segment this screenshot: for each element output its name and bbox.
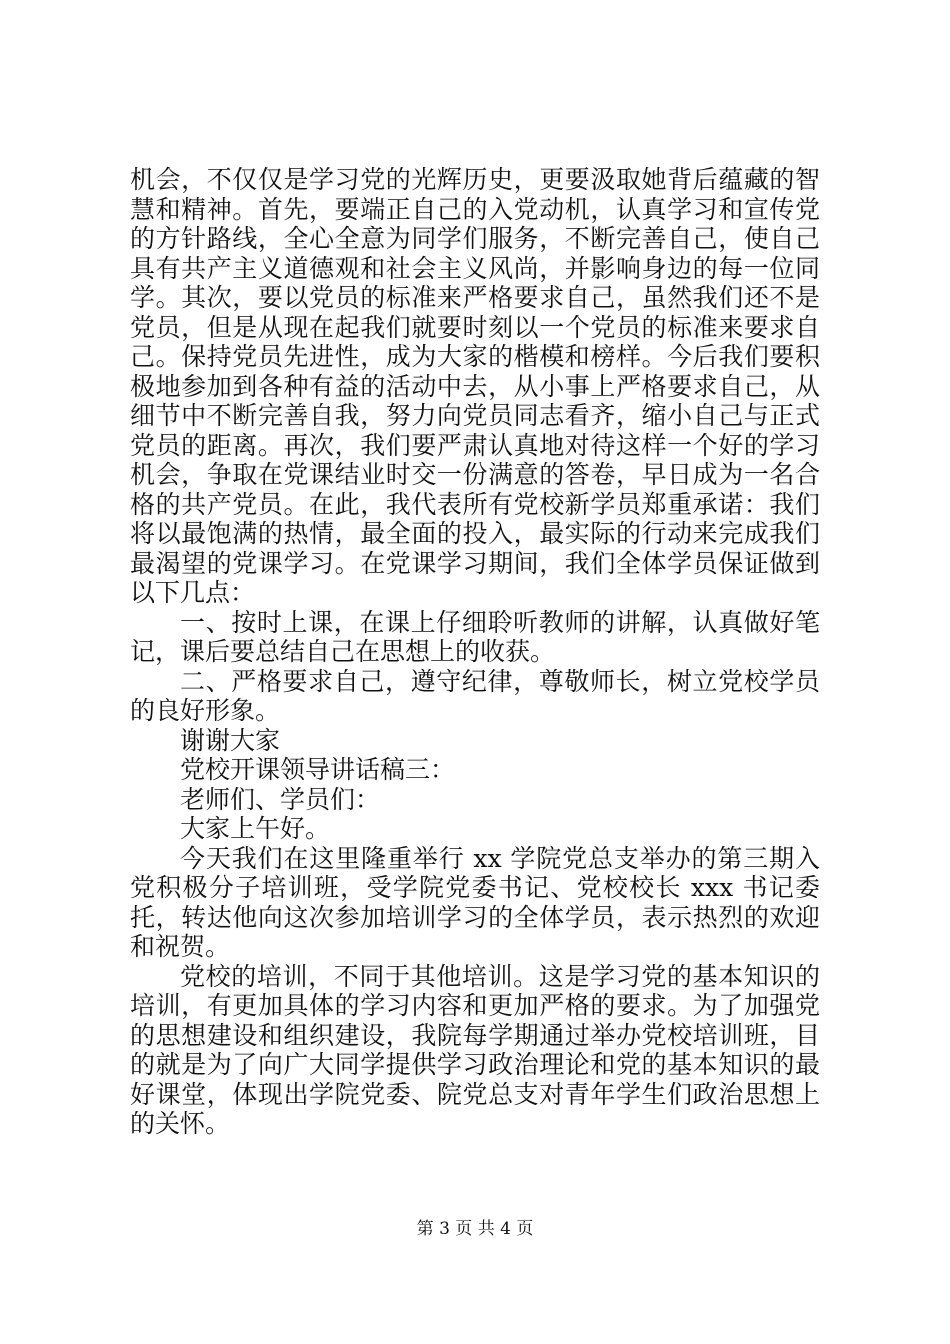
page-number-footer: 第 3 页 共 4 页: [416, 1219, 534, 1239]
paragraph-greeting: 大家上午好。: [180, 814, 331, 843]
paragraph-training-purpose: 党校的培训，不同于其他培训。这是学习党的基本知识的培训，有更加具体的学习内容和更加严格的要求。为了加强党的思想建设和组织建设，我院每学期通过举办党校培训班，目的就是为了向广大同学提供学习政治理论和党的基本知识的最好课堂，体现出学院党委、院党总支对青年学生们政治思想上的关怀。: [130, 961, 820, 1138]
paragraph-point-one: 一、按时上课，在课上仔细聆听教师的讲解，认真做好笔记，课后要总结自己在思想上的收获。: [130, 607, 820, 666]
paragraph-opening: 今天我们在这里隆重举行 xx 学院党总支举办的第三期入党积极分子培训班，受学院党委书记、党校校长 xxx 书记委托，转达他向这次参加培训学习的全体学员，表示热烈的欢迎和祝贺。: [130, 843, 820, 961]
paragraph-thanks: 谢谢大家: [180, 725, 281, 755]
paragraph-speech-continuation: 机会，不仅仅是学习党的光辉历史，更要汲取她背后蕴藏的智慧和精神。首先，要端正自己的入党动机，认真学习和宣传党的方针路线，全心全意为同学们服务，不断完善自己，使自己具有共产主义道德观和社会主义风尚，并影响身边的每一位同学。其次，要以党员的标准来严格要求自己，虽然我们还不是党员，但是从现在起我们就要时刻以一个党员的标准来要求自己。保持党员先进性，成为大家的楷模和榜样。今后我们要积极地参加到各种有益的活动中去，从小事上严格要求自己，从细节中不断完善自我，努力向党员同志看齐，缩小自己与正式党员的距离。再次，我们要严肃认真地对待这样一个好的学习机会，争取在党课结业时交一份满意的答卷，早日成为一名合格的共产党员。在此，我代表所有党校新学员郑重承诺：我们将以最饱满的热情，最全面的投入，最实际的行动来完成我们最渴望的党课学习。在党课学习期间，我们全体学员保证做到以下几点：: [130, 165, 820, 607]
paragraph-salutation: 老师们、学员们：: [180, 784, 381, 814]
section-heading: 党校开课领导讲话稿三：: [180, 755, 456, 784]
document-body: [130, 165, 820, 1139]
paragraph-point-two: 二、严格要求自己，遵守纪律，尊敬师长，树立党校学员的良好形象。: [130, 666, 820, 725]
